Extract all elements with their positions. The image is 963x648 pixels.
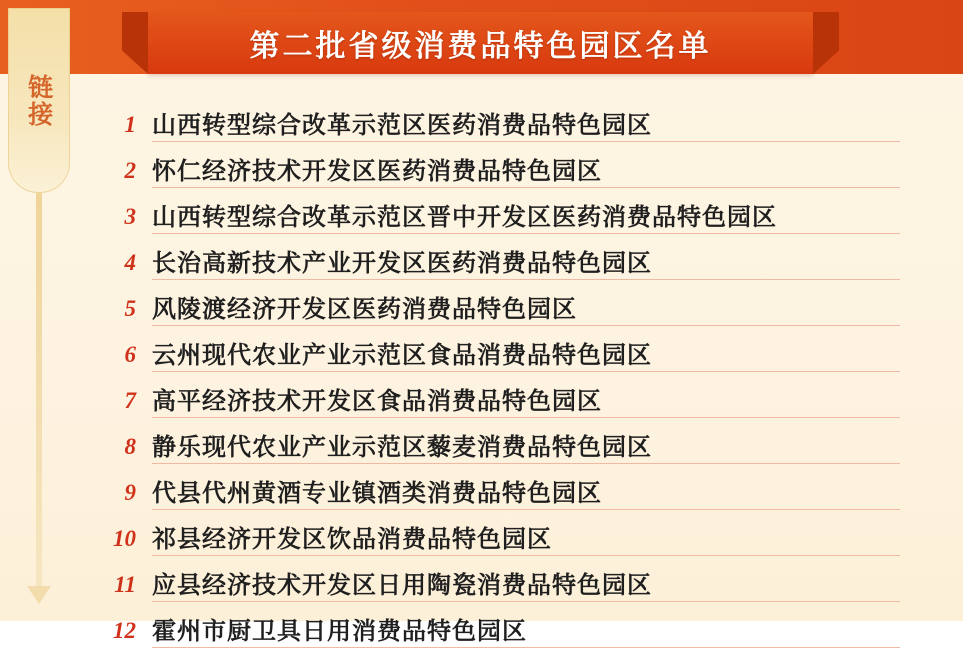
list-item <box>100 372 900 418</box>
list-item-number: 8 <box>124 434 136 459</box>
list-item-label: 祁县经济开发区饮品消费品特色园区 <box>152 526 900 556</box>
list-item <box>100 418 900 464</box>
list-item <box>100 234 900 280</box>
list-item-number: 5 <box>124 296 136 321</box>
list-item-number: 4 <box>124 250 136 275</box>
list-item-label: 风陵渡经济开发区医药消费品特色园区 <box>152 296 900 326</box>
list-item <box>100 326 900 372</box>
list-item-label: 怀仁经济技术开发区医药消费品特色园区 <box>152 158 900 188</box>
list-item <box>100 280 900 326</box>
list-item-number: 11 <box>114 572 136 597</box>
page-title: 第二批省级消费品特色园区名单 <box>249 29 712 64</box>
list-item-number: 6 <box>124 342 136 367</box>
list-item <box>100 188 900 234</box>
list-item-label: 山西转型综合改革示范区医药消费品特色园区 <box>152 112 900 142</box>
list-item-number: 10 <box>113 526 136 551</box>
list-item-label: 长治高新技术产业开发区医药消费品特色园区 <box>152 250 900 280</box>
list-item-number: 3 <box>124 204 136 229</box>
banner <box>148 12 813 74</box>
list-item-number: 2 <box>124 158 136 183</box>
list-item <box>100 556 900 602</box>
list-item-label: 山西转型综合改革示范区晋中开发区医药消费品特色园区 <box>152 204 900 234</box>
left-ribbon-stem <box>36 193 42 588</box>
list-item <box>100 510 900 556</box>
list-item <box>100 142 900 188</box>
park-list <box>100 96 900 648</box>
list-item-label: 云州现代农业产业示范区食品消费品特色园区 <box>152 342 900 372</box>
list-item-number: 9 <box>124 480 136 505</box>
list-item-label: 代县代州黄酒专业镇酒类消费品特色园区 <box>152 480 900 510</box>
list-item <box>100 96 900 142</box>
list-item-label: 高平经济技术开发区食品消费品特色园区 <box>152 388 900 418</box>
list-item-label: 应县经济技术开发区日用陶瓷消费品特色园区 <box>152 572 900 602</box>
sidebar-link-tab-label: 链接 <box>24 73 54 128</box>
list-item-label: 霍州市厨卫具日用消费品特色园区 <box>152 618 900 648</box>
list-item-label: 静乐现代农业产业示范区藜麦消费品特色园区 <box>152 434 900 464</box>
list-item <box>100 602 900 648</box>
list-item-number: 12 <box>113 618 136 643</box>
list-item <box>100 464 900 510</box>
sidebar-link-tab[interactable] <box>8 8 70 193</box>
list-item-number: 7 <box>124 388 136 413</box>
list-item-number: 1 <box>124 112 136 137</box>
